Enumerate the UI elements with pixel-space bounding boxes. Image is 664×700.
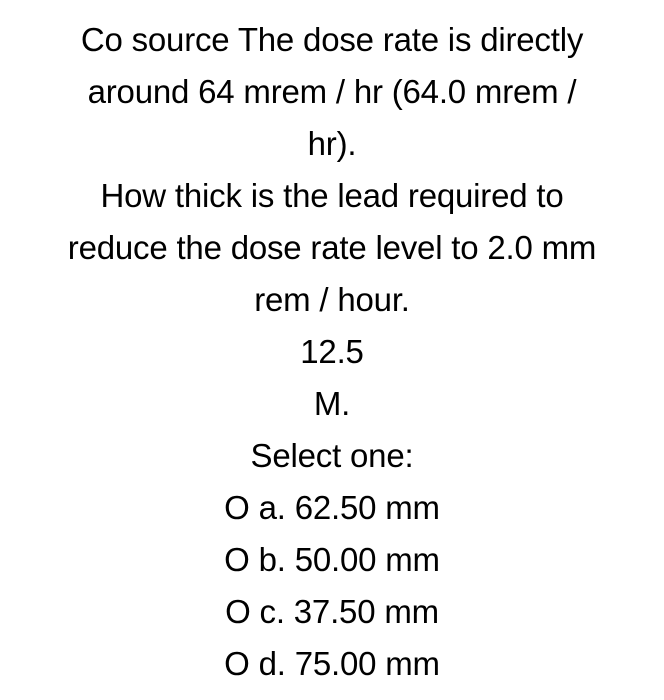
option-label: a. 62.50 mm [258,489,440,526]
question-line: How thick is the lead required to [100,177,564,214]
question-line: rem / hour. [254,281,410,318]
question-line: Co source The dose rate is directly [80,21,584,58]
option-label: b. 50.00 mm [258,541,440,578]
question-line: M. [313,385,351,422]
question-line: reduce the dose rate level to 2.0 mm [67,229,597,266]
option-d[interactable] [0,638,664,690]
question-text [0,14,664,430]
option-label: c. 37.50 mm [259,593,439,630]
question-line: around 64 mrem / hr (64.0 mrem / [87,73,577,110]
select-one-prompt: Select one: [250,437,414,474]
option-radio-marker[interactable]: O [225,593,251,630]
option-radio-marker[interactable]: O [224,489,250,526]
option-label: d. 75.00 mm [258,645,440,682]
answer-options [0,482,664,690]
option-a[interactable] [0,482,664,534]
question-line: 12.5 [300,333,364,370]
option-radio-marker[interactable]: O [224,645,250,682]
option-b[interactable] [0,534,664,586]
question-line: hr). [307,125,357,162]
option-c[interactable] [0,586,664,638]
option-radio-marker[interactable]: O [224,541,250,578]
